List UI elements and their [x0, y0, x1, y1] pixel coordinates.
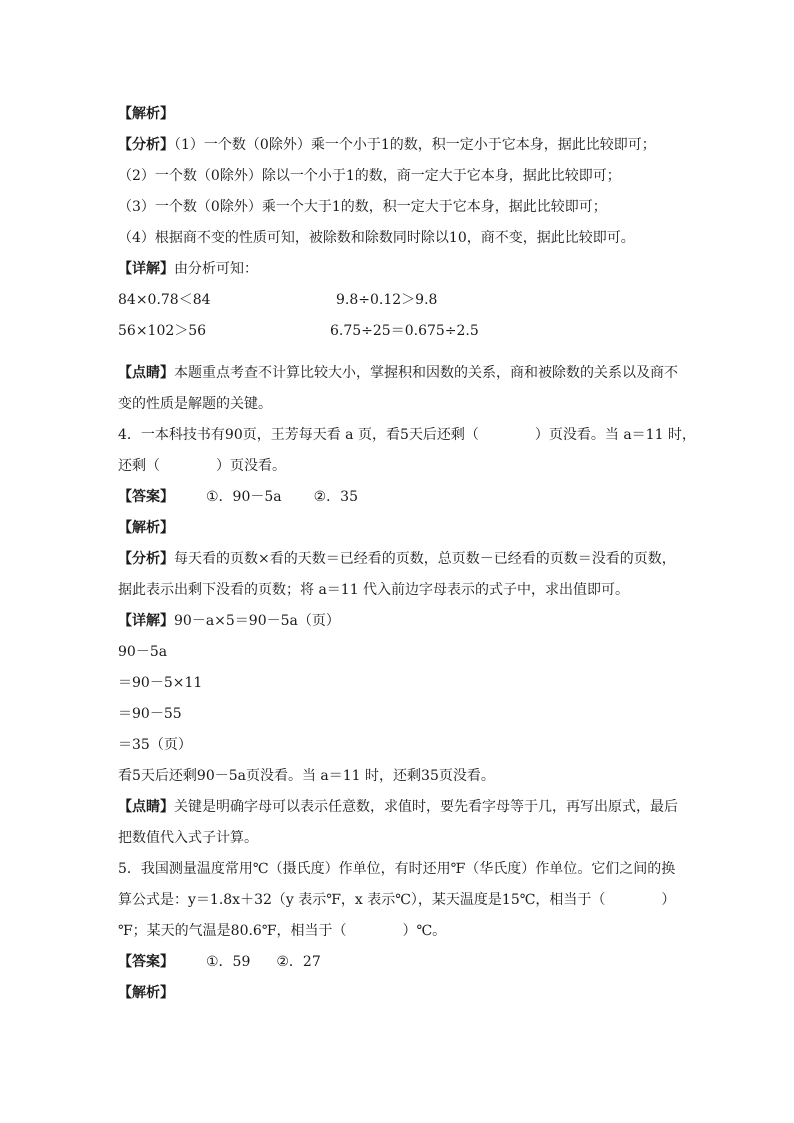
tag-xiangjie-2: 【详解】 — [118, 613, 174, 629]
analysis-line-4: （4）根据商不变的性质可知，被除数和除数同时除以10，商不变，据此比较即可。 — [118, 230, 635, 246]
analysis-4-line-1 — [118, 549, 676, 569]
question-5-line-1: 5．我国测量温度常用℃（摄氏度）作单位，有时还用℉（华氏度）作单位。它们之间的换 — [118, 861, 676, 877]
question-5-line-2: 算公式是：y＝1.8x＋32（y 表示℉，x 表示℃），某天温度是15℃，相当于（ ） — [118, 892, 676, 908]
answer-4-part-1: ①．90－5a — [206, 489, 282, 505]
section-label-analysis-2: 【解析】 — [118, 520, 174, 536]
detail-line — [118, 259, 258, 279]
tag-dianjing: 【点睛】 — [118, 365, 174, 381]
tip-4-text-1: 关键是明确字母可以表示任意数，求值时，要先看字母等于几，再写出原式，最后 — [174, 799, 678, 815]
section-label-analysis-3: 【解析】 — [118, 985, 174, 1001]
tip-4-line-1 — [118, 797, 678, 817]
equation-2-right: 6.75÷25＝0.675÷2.5 — [330, 323, 479, 339]
tip-line-2: 变的性质是解题的关键。 — [118, 396, 272, 412]
tag-fenxi-2: 【分析】 — [118, 551, 174, 567]
question-4-line-2: 还剩（ ）页没看。 — [118, 458, 286, 474]
calc-step-1: 90－5a — [118, 644, 168, 660]
calc-step-2: ＝90－5×11 — [118, 675, 203, 691]
answer-4 — [118, 487, 358, 507]
equation-row-1 — [118, 290, 684, 310]
tag-dianjing-2: 【点睛】 — [118, 799, 174, 815]
question-5-line-3: ℉；某天的气温是80.6℉，相当于（ ）℃。 — [118, 923, 447, 939]
detail-text: 由分析可知： — [174, 261, 258, 277]
tip-line-1 — [118, 363, 678, 383]
calc-step-3: ＝90－55 — [118, 706, 182, 722]
detail-4-line — [118, 611, 340, 631]
equation-1-right: 9.8÷0.12＞9.8 — [336, 292, 438, 308]
answer-5-part-2: ②．27 — [276, 954, 321, 970]
conclusion-4: 看5天后还剩90－5a页没看。当 a＝11 时，还剩35页没看。 — [118, 768, 495, 784]
analysis-line-3: （3）一个数（0除外）乘一个大于1的数，积一定大于它本身，据此比较即可； — [118, 199, 607, 215]
answer-4-part-2: ②．35 — [313, 489, 358, 505]
answer-5 — [118, 952, 321, 972]
equation-row-2 — [118, 321, 684, 341]
tag-daan: 【答案】 — [118, 489, 174, 505]
answer-5-part-1: ①．59 — [206, 954, 251, 970]
analysis-4-line-2: 据此表示出剩下没看的页数；将 a＝11 代入前边字母表示的式子中，求出值即可。 — [118, 582, 630, 598]
calc-step-4: ＝35（页） — [118, 737, 192, 753]
section-label-analysis: 【解析】 — [118, 106, 174, 122]
analysis-line-1 — [118, 135, 656, 155]
analysis-line-2: （2）一个数（0除外）除以一个小于1的数，商一定大于它本身，据此比较即可； — [118, 168, 621, 184]
analysis-4-text-1: 每天看的页数×看的天数＝已经看的页数，总页数－已经看的页数＝没看的页数， — [174, 551, 676, 567]
analysis-text-1: （1）一个数（0除外）乘一个小于1的数，积一定小于它本身，据此比较即可； — [174, 137, 656, 153]
tip-4-line-2: 把数值代入式子计算。 — [118, 830, 258, 846]
question-4-line-1: 4．一本科技书有90页，王芳每天看 a 页，看5天后还剩（ ）页没看。当 a＝11 时， — [118, 427, 696, 443]
tip-text-1: 本题重点考查不计算比较大小，掌握积和因数的关系，商和被除数的关系以及商不 — [174, 365, 678, 381]
tag-xiangjie: 【详解】 — [118, 261, 174, 277]
tag-fenxi: 【分析】 — [118, 137, 174, 153]
tag-daan-2: 【答案】 — [118, 954, 174, 970]
equation-2-left: 56×102＞56 — [118, 323, 207, 339]
equation-1-left: 84×0.78＜84 — [118, 292, 211, 308]
detail-4-text: 90－a×5＝90－5a（页） — [174, 613, 340, 629]
